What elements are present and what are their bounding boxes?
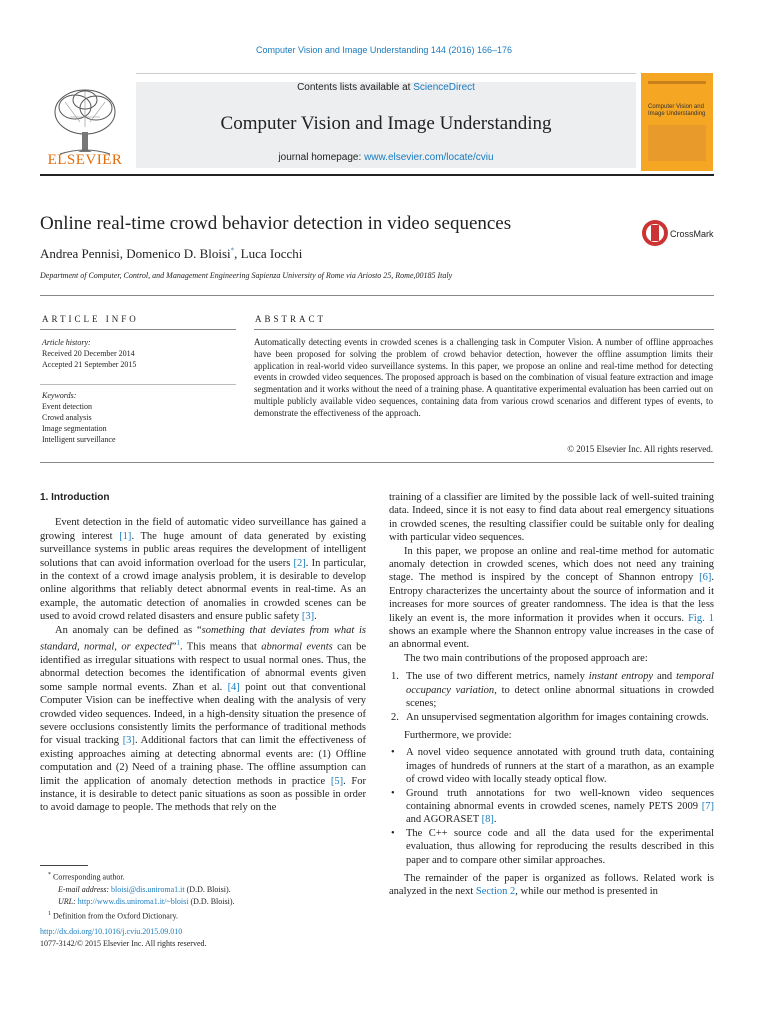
article-info-rule (40, 329, 236, 330)
keywords-label: Keywords: (42, 391, 77, 400)
journal-cover-image (641, 73, 713, 171)
text-run: In this paper, we propose an online and real-time method for automatic anomaly detection in crowded scenes, which does not need any training stage. The method is inspired by the concept of Shannon entropy (389, 545, 714, 584)
keywords-rule (40, 384, 236, 385)
section-heading-introduction: 1. Introduction (40, 492, 110, 503)
citation-link[interactable]: [7] (701, 800, 714, 812)
text-run: . In particular, in the context of a crowd image analysis problem, it is desirable to develop online algorithms that reliably detect abnormal events in real-time. As an example, the automatic detection of anomalies in crowded scenes can be used to avoid crowd related disasters and ensure public safety (40, 557, 366, 623)
article-info-heading: ARTICLE INFO (42, 314, 139, 324)
text-run: and (653, 671, 677, 683)
footnote-email (48, 884, 368, 896)
left-column (40, 491, 366, 815)
paragraph-contributions-intro: The two main contributions of the proposed approach are: (404, 652, 648, 664)
footnote-star: * (48, 872, 51, 878)
paragraph-training: training of a classifier are limited by the possible lack of well-suited training data. Indeed, since it is not easy to find data about real emergency situations in crowded scenes, the resulting classifier could be suitable only for dealing with particular video sequences. (389, 492, 714, 544)
text-run: Ground truth annotations for two well-known video sequences containing abnormal events in crowded scenes, namely PETS 2009 (406, 787, 714, 812)
abstract-bottom-rule (40, 462, 714, 463)
list-item (389, 787, 714, 827)
footnote-mark[interactable]: 1 (176, 639, 180, 648)
cover-title: Computer Vision and Image Understanding (648, 104, 706, 117)
text-run: URL: (58, 896, 78, 906)
text-run: . (314, 611, 317, 623)
abstract-rule (254, 329, 714, 330)
citation-link[interactable]: [8] (481, 814, 494, 826)
text-run: . This means that (179, 641, 262, 653)
text-run: An anomaly can be defined as “ (55, 624, 202, 636)
intro-paragraph-2 (40, 624, 366, 815)
text-run: , to detect online abnormal situations in crowded scenes; (406, 684, 715, 710)
contents-prefix: Contents lists available at (297, 82, 414, 93)
journal-reference[interactable]: Computer Vision and Image Understanding 144 (2016) 166–176 (255, 45, 512, 55)
homepage-prefix: journal homepage: (278, 152, 365, 163)
list-item (389, 670, 714, 710)
authors-last: , Luca Iocchi (234, 246, 303, 261)
citation-link[interactable]: [6] (699, 572, 712, 584)
article-history (42, 337, 232, 370)
text-run: shows an example where the Shannon entropy value increases in the case of an abnormal event. (389, 626, 714, 651)
text-run: point out that conventional Computer Vision can be ineffective when dealing with the analysis of very crowded video sequences. Indeed, in a high-density situation the presence of severe occlusions consistently limits the performance of traditional methods for visual tracking (40, 681, 366, 747)
footnotes (48, 869, 368, 922)
text-run: ” (171, 641, 177, 653)
list-number: 1. (391, 671, 399, 683)
text-run: , while our method is presented in (515, 886, 658, 898)
keywords-block (42, 390, 232, 445)
history-label: Article history: (42, 338, 91, 347)
email-link[interactable]: bloisi@dis.uniroma1.it (111, 884, 185, 894)
abstract-text: Automatically detecting events in crowded scenes is a challenging task in Computer Vision. A number of offline approaches have been proposed for solving the problem of crowd behavior detection, however the offline assumption limits their application in real-world video surveillance systems. In this paper, we propose an online and real-time method for detecting events in crowded video sequences. The proposed approach is based on the combination of visual feature extraction and image segmentation and it works without the need of a training phase. A quantitative experimental evaluation has been carried out on multiple publicly available video sequences, containing data from various crowd scenarios and different types of events, to demonstrate the effectiveness of the approach. (254, 337, 713, 418)
text-run: and AGORASET (406, 814, 482, 826)
bullet-icon: • (391, 747, 395, 759)
issn-line: 1077-3142/© 2015 Elsevier Inc. All rights reserved. (40, 939, 207, 948)
intro-paragraph-1 (40, 516, 366, 623)
corresponding-author-mark[interactable]: * (230, 246, 235, 255)
list-number: 2. (391, 711, 399, 723)
emphasis: abnormal events (261, 641, 333, 653)
footnote-corresponding (48, 869, 368, 884)
list-item (389, 711, 714, 724)
citation-link[interactable]: [2] (293, 557, 306, 569)
text-run: Definition from the Oxford Dictionary. (53, 911, 179, 921)
keyword: Image segmentation (42, 424, 107, 433)
bullet-icon: • (391, 827, 395, 839)
list-item (389, 746, 714, 786)
citation-link[interactable]: [1] (119, 530, 132, 542)
doi-block (40, 926, 366, 950)
header-top-rule (136, 73, 636, 74)
header-rule (40, 174, 714, 176)
doi-link[interactable]: http://dx.doi.org/10.1016/j.cviu.2015.09.010 (40, 927, 183, 936)
text-run: (D.D. Bloisi). (184, 884, 231, 894)
citation-link[interactable]: [4] (227, 681, 240, 693)
text-run: . (493, 814, 497, 826)
text-run: A novel video sequence annotated with ground truth data, containing images of hundreds of runners at the start of a marathon, as an example of crowd video with locally steady optical flow. (406, 747, 714, 786)
paragraph-proposal (389, 545, 714, 652)
keyword: Event detection (42, 402, 92, 411)
text-run: . The huge amount of data generated by existing surveillance systems in public areas requires the development of intelligent solutions that can avoid information overload for the users (40, 530, 367, 569)
affiliation: Department of Computer, Control, and Management Engineering Sapienza University of Rome via Ariosto 25, Rome,00185 Italy (40, 271, 453, 280)
abstract-copyright: © 2015 Elsevier Inc. All rights reserved. (567, 444, 713, 454)
bullet-icon: • (391, 787, 395, 799)
text-run: Corresponding author. (53, 872, 125, 882)
homepage-link[interactable]: www.elsevier.com/locate/cviu (364, 152, 494, 163)
citation-link[interactable]: [3] (301, 611, 315, 623)
text-run: E-mail address: (58, 884, 112, 894)
emphasis: temporal occupancy variation (406, 671, 714, 696)
publisher-wordmark: ELSEVIER (47, 152, 123, 168)
paragraph-organization (389, 872, 714, 899)
right-column (389, 491, 714, 899)
citation-link[interactable]: [3] (122, 735, 135, 747)
text-run: (D.D. Bloisi). (188, 896, 235, 906)
footnote-number: 1 (48, 910, 51, 917)
paper-title: Online real-time crowd behavior detection in video sequences (40, 213, 512, 234)
text-run: An unsupervised segmentation algorithm for images containing crowds. (406, 711, 709, 723)
text-run: Event detection in the field of automatic video surveillance has gained a growing interest (40, 517, 366, 542)
received-date: Received 20 December 2014 (42, 349, 135, 358)
list-item (389, 827, 714, 867)
author-list (40, 246, 302, 262)
text-run: . Entropy characterizes the uncertainty about the source of information and it increases for more sources of greater randomness. The idea is that the less likely an event is, the more information it provides when it occurs. (389, 572, 714, 624)
title-rule (40, 295, 714, 296)
definition-quote: something that deviates from what is standard, normal, or expected (40, 624, 366, 653)
emphasis: instant entropy (588, 671, 654, 683)
text-run: . For instance, it is desirable to detect panic situations as soon as possible in order to avoid damage to people. The methods that rely on the (40, 775, 366, 814)
text-run: The C++ source code and all the data used for the experimental evaluation, thus allowing for reproducing the results described in this paper and to compare other similar approaches. (406, 827, 714, 866)
sciencedirect-link[interactable]: ScienceDirect (413, 82, 475, 93)
footnote-url (48, 896, 368, 908)
footnote-rule (40, 865, 88, 866)
crossmark-label[interactable]: CrossMark (670, 229, 714, 239)
contents-available (136, 82, 636, 93)
text-run: The remainder of the paper is organized as follows. Related work is analyzed in the next (389, 872, 714, 898)
text-run: . Additional factors that can limit the effectiveness of existing approaches aiming at detecting abnormal events are: (1) Offline computation and (2) Need of a training phase. The offline assumption can limit the application of anomaly detection methods in practice (40, 735, 366, 787)
keyword: Intelligent surveillance (42, 435, 116, 444)
crossmark-icon[interactable] (641, 219, 669, 247)
authors-first: Andrea Pennisi, Domenico D. Bloisi (40, 246, 231, 261)
accepted-date: Accepted 21 September 2015 (42, 360, 137, 369)
provided-list (389, 746, 714, 867)
contributions-list (389, 670, 714, 724)
citation-link[interactable]: [5] (330, 775, 344, 787)
text-run: can be identified as irregular situations with respect to usual normal ones. Thus, the abnormal detection becomes the identification of abnormal events given some sample normal events. Zhan et al. (40, 641, 367, 693)
abstract-heading: ABSTRACT (255, 314, 327, 324)
footnote-1 (48, 908, 368, 923)
text-run: The use of two different metrics, namely (406, 671, 589, 683)
keyword: Crowd analysis (42, 413, 92, 422)
section-link[interactable]: Section 2 (475, 886, 516, 898)
paragraph-furthermore: Furthermore, we provide: (404, 729, 512, 741)
journal-title: Computer Vision and Image Understanding (220, 113, 552, 134)
homepage-url-link[interactable]: http://www.dis.uniroma1.it/~bloisi (77, 896, 189, 906)
journal-homepage (136, 152, 636, 163)
figure-link[interactable]: Fig. 1 (688, 612, 715, 624)
